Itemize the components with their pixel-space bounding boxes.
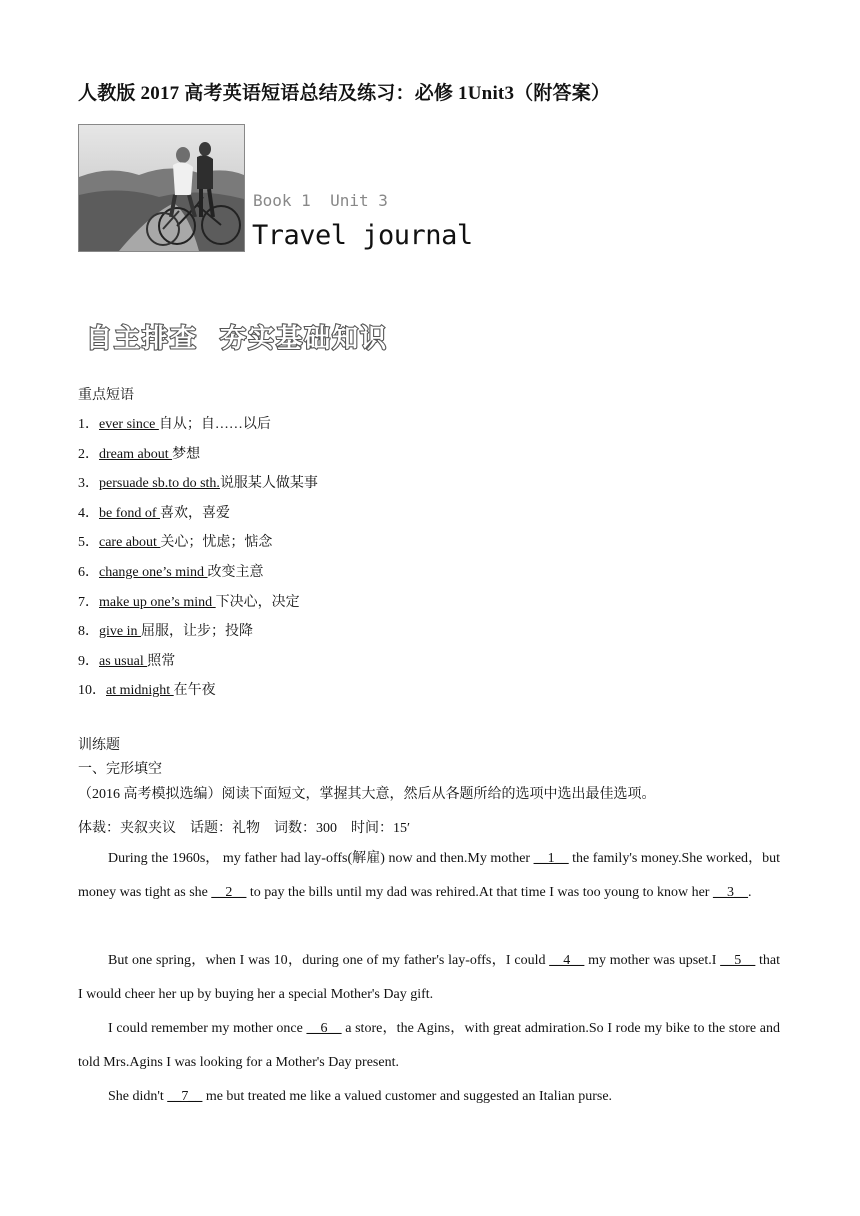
phrase-item	[78, 561, 263, 581]
phrase-chinese: 喜欢，喜爱	[160, 506, 231, 521]
exercise-instructions	[78, 783, 656, 803]
passage-text: the family's money.She worked，but money was tight as she	[78, 851, 780, 900]
phrase-number: 5．	[78, 535, 99, 550]
phrase-number: 9．	[78, 654, 99, 669]
phrase-number: 10．	[78, 683, 106, 698]
phrase-english: persuade sb.to do sth.	[99, 476, 220, 491]
source-prefix: （2016	[78, 787, 124, 802]
phrase-item	[78, 650, 175, 670]
phrase-english: give in	[99, 624, 141, 639]
phrase-chinese: 关心；忧虑；惦念	[160, 535, 273, 550]
section-banner: 自主排查 夯实基础知识	[86, 324, 389, 354]
phrase-number: 4．	[78, 506, 99, 521]
blank-4: __4__	[549, 953, 585, 968]
phrase-item	[78, 413, 271, 433]
phrase-number: 8．	[78, 624, 99, 639]
blank-2: __2__	[211, 885, 247, 900]
section-heading: 一、完形填空	[78, 761, 162, 777]
source-label: 高考模拟选编	[123, 786, 208, 802]
phrase-english: ever since	[99, 417, 159, 432]
phrase-chinese: 自从；自……以后	[158, 417, 271, 432]
exercise-heading: 训练题	[78, 737, 120, 753]
passage-text: that I would cheer her up by buying her a special Mother's Day gift.	[78, 953, 781, 1002]
phrase-number: 1．	[78, 417, 99, 432]
passage-text: But one spring，when I was 10，during one of my father's lay-offs，I could	[108, 953, 550, 968]
phrase-chinese: 说服某人做某事	[219, 476, 318, 491]
phrase-item	[78, 591, 300, 611]
blank-3: __3__	[712, 885, 748, 900]
passage-paragraph-3	[78, 1012, 780, 1080]
blank-7: __7__	[167, 1089, 203, 1104]
unit-title: Travel journal	[252, 220, 473, 251]
phrase-chinese: 下决心，决定	[215, 595, 300, 610]
blank-5: __5__	[720, 953, 756, 968]
phrase-chinese: 在午夜	[173, 683, 216, 698]
passage-text: I could remember my mother once	[108, 1021, 307, 1036]
phrases-heading: 重点短语	[78, 387, 134, 403]
phrase-item	[78, 502, 230, 522]
passage-text: to pay the bills until my dad was rehired.At that time I was too young to know her	[246, 885, 713, 900]
passage-text: .	[747, 885, 752, 900]
phrase-english: make up one’s mind	[99, 595, 216, 610]
phrase-number: 6．	[78, 565, 99, 580]
blank-6: __6__	[306, 1021, 342, 1036]
phrase-chinese: 改变主意	[207, 565, 264, 580]
phrase-chinese: 屈服，让步；投降	[141, 624, 253, 639]
phrase-item	[78, 620, 253, 640]
passage-paragraph-2	[78, 944, 780, 1012]
photo-illustration	[79, 125, 244, 251]
instructions-text: ）阅读下面短文，掌握其大意，然后从各题所给的选项中选出最佳选项。	[207, 787, 656, 802]
phrase-item	[78, 531, 272, 551]
phrase-item	[78, 472, 318, 492]
phrase-english: care about	[99, 535, 161, 550]
passage-paragraph-1	[78, 842, 780, 910]
book-unit-label: Book 1 Unit 3	[253, 191, 388, 210]
phrase-english: at midnight	[106, 683, 174, 698]
passage-text: me but treated me like a valued customer and suggested an Italian purse.	[202, 1089, 613, 1104]
passage-text: She didn't	[108, 1089, 168, 1104]
phrase-number: 2．	[78, 447, 99, 462]
exercise-meta: 体裁：夹叙夹议 话题：礼物 词数：300 时间：15′	[78, 821, 411, 836]
blank-1: __1__	[533, 851, 569, 866]
phrase-item	[78, 443, 200, 463]
phrase-english: as usual	[99, 654, 148, 669]
phrase-english: dream about	[99, 447, 173, 462]
phrase-chinese: 梦想	[172, 447, 201, 462]
phrase-item	[78, 679, 216, 699]
passage-text: a store，the Agins，with great admiration.So I rode my bike to the store and told Mrs.Agins I was looking for a Mother's Day present.	[78, 1021, 781, 1070]
phrase-english: change one’s mind	[99, 565, 208, 580]
phrase-number: 7．	[78, 595, 99, 610]
phrase-chinese: 照常	[147, 654, 176, 669]
document-title: 人教版 2017 高考英语短语总结及练习：必修 1Unit3（附答案）	[78, 83, 611, 104]
passage-paragraph-4	[78, 1080, 780, 1114]
passage-text: my mother was upset.I	[584, 953, 721, 968]
couple-with-bicycles-photo	[78, 124, 245, 252]
passage-text: During the 1960s， my father had lay-offs(解雇) now and then.My mother	[108, 851, 534, 866]
phrase-english: be fond of	[99, 506, 161, 521]
phrase-number: 3．	[78, 476, 99, 491]
